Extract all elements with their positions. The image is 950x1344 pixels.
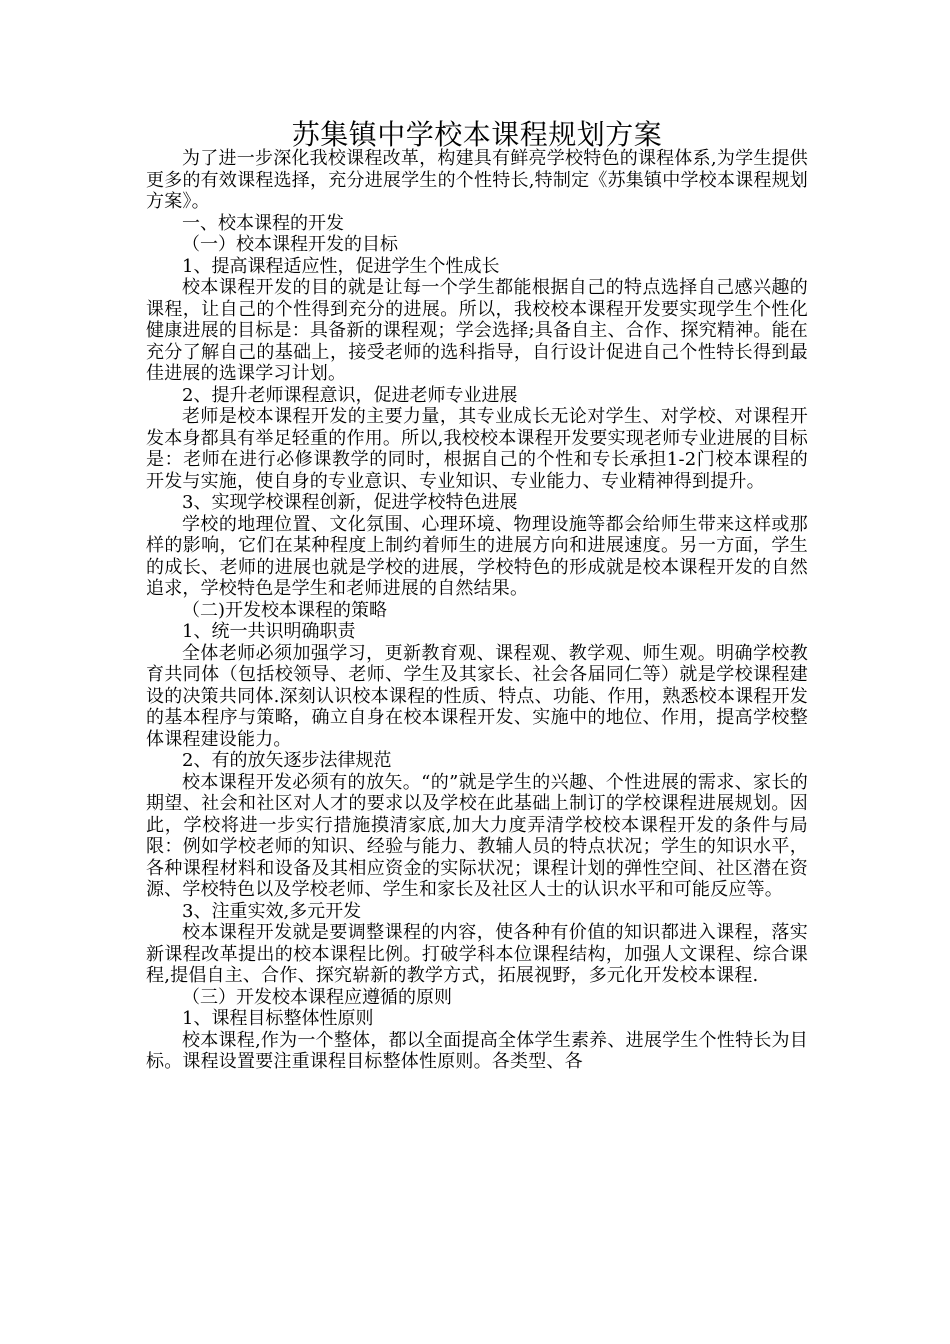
paragraph-2-2: 校本课程开发必须有的放矢。“的”就是学生的兴趣、个性进展的需求、家长的期望、社会和社区对人才的要求以及学校在此基础上制订的学校课程进展规划。因此，学校将进一步实行措施摸清家底,加大力度弄清学校校本课程开发的条件与局限：例如学校老师的知识、经验与能力、教辅人员的特点状况；学生的知识水平，各种课程材料和设备及其相应资金的实际状况；课程计划的弹性空间、社区潜在资源、学校特色以及学校老师、学生和家长及社区人士的认识水平和可能反应等。 — [146, 771, 808, 900]
item-heading-3-1: 1、课程目标整体性原则 — [182, 1008, 374, 1029]
paragraph-3-1: 校本课程,作为一个整体，都以全面提高全体学生素养、进展学生个性特长为目标。课程设置要注重课程目标整体性原则。各类型、各 — [146, 1029, 808, 1072]
item-heading-1-3: 3、实现学校课程创新，促进学校特色进展 — [182, 492, 518, 513]
paragraph-1-2: 老师是校本课程开发的主要力量，其专业成长无论对学生、对学校、对课程开发本身都具有举足轻重的作用。所以,我校校本课程开发要实现老师专业进展的目标是：老师在进行必修课教学的同时，根据自己的个性和专长承担1-2门校本课程的开发与实施，使自身的专业意识、专业知识、专业能力、专业精神得到提升。 — [146, 406, 808, 492]
paragraph-1-3: 学校的地理位置、文化氛围、心理环境、物理设施等都会给师生带来这样或那样的影响，它们在某种程度上制约着师生的进展方向和进展速度。另一方面，学生的成长、老师的进展也就是学校的进展，学校特色的形成就是校本课程开发的自然追求，学校特色是学生和老师进展的自然结果。 — [146, 513, 808, 599]
subsection-heading-1: （一）校本课程开发的目标 — [182, 234, 398, 255]
document-title: 苏集镇中学校本课程规划方案 — [291, 118, 663, 151]
paragraph-2-1: 全体老师必须加强学习，更新教育观、课程观、教学观、师生观。明确学校教育共同体（包括校领导、老师、学生及其家长、社会各届同仁等）就是学校课程建设的决策共同体.深刻认识校本课程的性质、特点、功能、作用，熟悉校本课程开发的基本程序与策略，确立自身在校本课程开发、实施中的地位、作用，提高学校整体课程建设能力。 — [146, 642, 808, 750]
item-heading-2-3: 3、注重实效,多元开发 — [182, 900, 362, 922]
item-heading-2-1: 1、统一共识明确职责 — [182, 621, 356, 642]
paragraph-1-1: 校本课程开发的目的就是让每一个学生都能根据自己的特点选择自己感兴趣的课程，让自己的个性得到充分的进展。所以，我校校本课程开发要实现学生个性化健康进展的目标是：具备新的课程观；学会选择;具备自主、合作、探究精神。能在充分了解自己的基础上，接受老师的选科指导，自行设计促进自己个性特长得到最佳进展的选课学习计划。 — [146, 277, 808, 384]
subsection-heading-2: （二)开发校本课程的策略 — [182, 599, 388, 621]
section-heading-1: 一、校本课程的开发 — [182, 212, 344, 234]
intro-paragraph: 为了进一步深化我校课程改革，构建具有鲜亮学校特色的课程体系,为学生提供更多的有效课程选择，充分进展学生的个性特长,特制定《苏集镇中学校本课程规划方案》。 — [146, 148, 808, 212]
document-page — [146, 118, 808, 1073]
item-heading-2-2: 2、有的放矢逐步法律规范 — [182, 750, 392, 771]
subsection-heading-3: （三）开发校本课程应遵循的原则 — [182, 986, 452, 1008]
paragraph-2-3: 校本课程开发就是要调整课程的内容，使各种有价值的知识都进入课程，落实新课程改革提出的校本课程比例。打破学科本位课程结构，加强人文课程、综合课程,提倡自主、合作、探究崭新的教学方式，拓展视野，多元化开发校本课程. — [146, 922, 808, 986]
item-heading-1-1: 1、提高课程适应性，促进学生个性成长 — [182, 255, 500, 277]
item-heading-1-2: 2、提升老师课程意识，促进老师专业进展 — [182, 384, 518, 406]
